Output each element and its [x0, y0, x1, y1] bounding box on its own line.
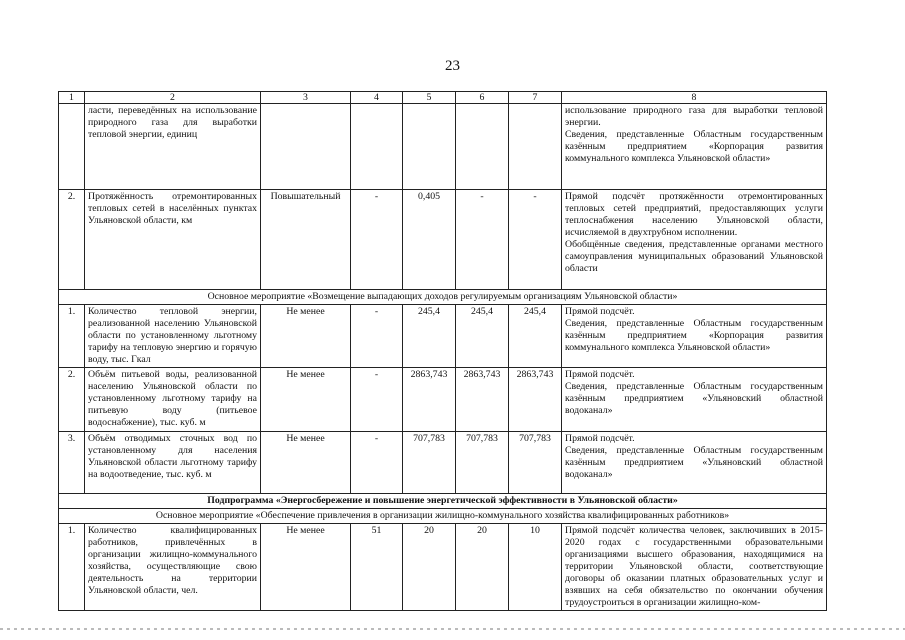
- column-number: 2: [85, 92, 261, 104]
- method-paragraph: использование природного газа для выработки тепловой энергии.: [565, 105, 823, 128]
- value-col4: -: [351, 432, 403, 494]
- method-paragraph: Сведения, представленные Областным государственным казённым предприятием «Ульяновский областной водоканал»: [565, 445, 823, 480]
- method-paragraph: Сведения, представленные Областным государственным казённым предприятием «Корпорация развития коммунального комплекса Ульяновской области»: [565, 129, 823, 164]
- calculation-method: [562, 104, 827, 190]
- indicator-name: ласти, переведённых на использование природного газа для выработки тепловой энергии, единиц: [85, 104, 261, 190]
- table-row: [59, 190, 827, 290]
- subprogram-row: [59, 494, 827, 509]
- value-col5: 707,783: [403, 432, 456, 494]
- indicator-kind: Не менее: [261, 524, 351, 611]
- calculation-method: [562, 432, 827, 494]
- value-col5: 0,405: [403, 190, 456, 290]
- method-paragraph: Прямой подсчёт.: [565, 306, 635, 317]
- value-col5: 20: [403, 524, 456, 611]
- indicator-kind: Не менее: [261, 368, 351, 432]
- indicator-name: Протяжённость отремонтированных тепловых сетей в населённых пунктах Ульяновской области, км: [85, 190, 261, 290]
- indicator-name: Объём питьевой воды, реализованной населению Ульяновской области по установленному льготному тарифу на питьевую воду (питьевое водоснабжение), тыс. куб. м: [85, 368, 261, 432]
- column-number: 4: [351, 92, 403, 104]
- value-col4: [351, 104, 403, 190]
- method-paragraph: Прямой подсчёт протяжённости отремонтированных тепловых сетей предприятий, предоставляющих услуги теплоснабжения населению Ульяновской области, исчисляемой в двухтрубном исполнении.: [565, 191, 823, 238]
- row-number: 2.: [59, 190, 85, 290]
- table-row: [59, 524, 827, 611]
- section-row: [59, 509, 827, 524]
- section-title: Основное мероприятие «Возмещение выпадающих доходов регулируемым организациям Ульяновской области»: [59, 290, 827, 305]
- indicator-name: Объём отводимых сточных вод по установленному для населения Ульяновской области льготному тарифу на водоотведение, тыс. куб. м: [85, 432, 261, 494]
- row-number: 3.: [59, 432, 85, 494]
- method-paragraph: Прямой подсчёт количества человек, заключивших в 2015-2020 годах с государственными образовательными организациями высшего образования, находящимися на территории Ульяновской области, соответствующие договоры об оказании платных образовательных услуг и взявших на себя обязательство по окончании обучения трудоустроиться в организации жилищно-ком-: [565, 525, 823, 608]
- value-col5: 2863,743: [403, 368, 456, 432]
- table-row: [59, 432, 827, 494]
- column-number: 5: [403, 92, 456, 104]
- indicator-kind: Не менее: [261, 305, 351, 368]
- row-number: 1.: [59, 305, 85, 368]
- indicator-name: Количество квалифицированных работников, привлечённых в организации жилищно-коммунального хозяйства, осуществляющие свою деятельность на территории Ульяновской области, чел.: [85, 524, 261, 611]
- method-paragraph: Прямой подсчёт.: [565, 369, 635, 380]
- indicators-table: [58, 91, 827, 611]
- row-number: [59, 104, 85, 190]
- value-col6: 2863,743: [456, 368, 509, 432]
- row-number: 2.: [59, 368, 85, 432]
- value-col6: 20: [456, 524, 509, 611]
- method-paragraph: Обобщённые сведения, представленные органами местного самоуправления муниципальных образований Ульяновской области: [565, 239, 823, 274]
- section-title: Основное мероприятие «Обеспечение привлечения в организации жилищно-коммунального хозяйства квалифицированных работников»: [59, 509, 827, 524]
- section-row: [59, 290, 827, 305]
- method-paragraph: Сведения, представленные Областным государственным казённым предприятием «Корпорация развития коммунального комплекса Ульяновской области»: [565, 318, 823, 353]
- method-paragraph: Сведения, представленные Областным государственным казённым предприятием «Ульяновский областной водоканал»: [565, 381, 823, 416]
- indicator-kind: Не менее: [261, 432, 351, 494]
- column-number: 6: [456, 92, 509, 104]
- value-col5: [403, 104, 456, 190]
- calculation-method: [562, 305, 827, 368]
- calculation-method: [562, 368, 827, 432]
- column-number-row: [59, 92, 827, 104]
- value-col4: -: [351, 305, 403, 368]
- value-col7: 10: [509, 524, 562, 611]
- indicator-kind: [261, 104, 351, 190]
- calculation-method: [562, 190, 827, 290]
- column-number: 8: [562, 92, 827, 104]
- column-number: 7: [509, 92, 562, 104]
- table-row: [59, 305, 827, 368]
- value-col4: -: [351, 190, 403, 290]
- subprogram-title: Подпрограмма «Энергосбережение и повышение энергетической эффективности в Ульяновской области»: [59, 494, 827, 509]
- value-col5: 245,4: [403, 305, 456, 368]
- value-col6: [456, 104, 509, 190]
- value-col4: 51: [351, 524, 403, 611]
- indicator-kind: Повышательный: [261, 190, 351, 290]
- value-col7: -: [509, 190, 562, 290]
- value-col7: 245,4: [509, 305, 562, 368]
- value-col7: 707,783: [509, 432, 562, 494]
- page-bottom-edge: [0, 628, 905, 630]
- value-col6: 707,783: [456, 432, 509, 494]
- value-col7: 2863,743: [509, 368, 562, 432]
- column-number: 3: [261, 92, 351, 104]
- value-col6: -: [456, 190, 509, 290]
- value-col7: [509, 104, 562, 190]
- column-number: 1: [59, 92, 85, 104]
- table-row: [59, 368, 827, 432]
- calculation-method: [562, 524, 827, 611]
- value-col6: 245,4: [456, 305, 509, 368]
- table-row: [59, 104, 827, 190]
- page-number: 23: [445, 58, 460, 74]
- indicator-name: Количество тепловой энергии, реализованной населению Ульяновской области по установленному льготному тарифу на тепловую энергию и горячую воду, тыс. Гкал: [85, 305, 261, 368]
- row-number: 1.: [59, 524, 85, 611]
- value-col4: -: [351, 368, 403, 432]
- method-paragraph: Прямой подсчёт.: [565, 433, 635, 444]
